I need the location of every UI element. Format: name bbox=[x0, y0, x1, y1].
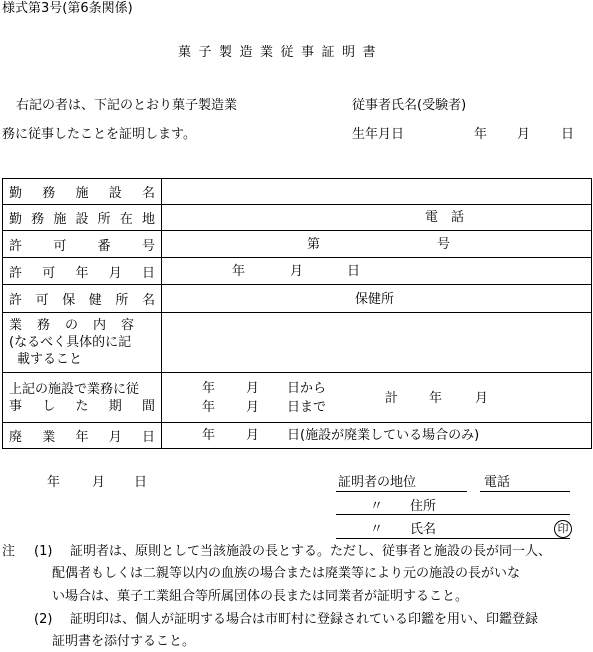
label-permit-date bbox=[3, 258, 162, 285]
phone-label: 電 話 bbox=[425, 210, 465, 225]
duties-label-line-3: 載すること bbox=[17, 352, 83, 367]
form-number: 様式第3号(第6条関係) bbox=[2, 1, 133, 16]
to-year-unit: 年 bbox=[202, 400, 216, 415]
row-health-center bbox=[3, 285, 592, 313]
ditto-mark-1: 〃 bbox=[370, 499, 384, 514]
permit-number-suffix: 号 bbox=[437, 237, 451, 252]
field-permit-date[interactable] bbox=[162, 258, 592, 285]
field-health-center[interactable] bbox=[162, 285, 592, 313]
certifier-phone-label: 電話 bbox=[484, 475, 511, 490]
total-year-unit: 年 bbox=[429, 391, 443, 406]
certifier-address-label: 住所 bbox=[410, 499, 437, 514]
label-chars: 許 可 番 号 bbox=[9, 238, 155, 254]
to-day-unit: 日まで bbox=[287, 400, 327, 415]
label-health-center bbox=[3, 285, 162, 313]
field-duties[interactable] bbox=[162, 313, 592, 373]
note-1-line-3: い場合は、菓子工業組合等所属団体の長または同業者が証明すること。 bbox=[52, 589, 469, 604]
field-period[interactable] bbox=[162, 373, 592, 423]
label-workplace-address bbox=[3, 205, 162, 231]
intro-line-1: 右記の者は、下記のとおり菓子製造業 bbox=[16, 98, 238, 113]
health-center-suffix: 保健所 bbox=[355, 292, 395, 307]
period-label-line-1: 上記の施設で業務に従 bbox=[9, 381, 140, 397]
cert-month-unit: 月 bbox=[92, 475, 106, 490]
total-month-unit: 月 bbox=[475, 391, 489, 406]
label-chars: 許 可 年 月 日 bbox=[9, 265, 155, 281]
note-2-line-2: 証明書を添付すること。 bbox=[52, 634, 196, 649]
note-1-line-2: 配偶者もしくは二親等以内の血族の場合または廃業等により元の施設の長がいな bbox=[52, 566, 521, 581]
birth-day-unit: 日 bbox=[561, 127, 575, 142]
permit-number-prefix: 第 bbox=[307, 237, 321, 252]
phone-underline[interactable] bbox=[480, 491, 570, 492]
label-closure bbox=[3, 423, 162, 449]
seal-mark bbox=[554, 520, 572, 538]
label-chars: 廃 業 年 月 日 bbox=[9, 430, 155, 445]
birth-date-label: 生年月日 bbox=[352, 127, 405, 142]
row-duties bbox=[3, 313, 592, 373]
seal-circle-icon: 印 bbox=[554, 520, 572, 538]
birth-month-unit: 月 bbox=[517, 127, 531, 142]
from-day-unit: 日から bbox=[287, 381, 327, 396]
label-workplace-name bbox=[3, 179, 162, 205]
note-1-number: (1) bbox=[34, 544, 53, 559]
field-permit-number[interactable] bbox=[162, 231, 592, 258]
note-2-line-1: 証明印は、個人が証明する場合は市町村に登録されている印鑑を用い、印鑑登録 bbox=[70, 612, 539, 627]
permit-day-unit: 日 bbox=[347, 264, 361, 279]
label-permit-number bbox=[3, 231, 162, 258]
note-1-line-1: 証明者は、原則として当該施設の長とする。ただし、従事者と施設の長が同一人、 bbox=[70, 544, 552, 559]
label-period bbox=[3, 373, 162, 423]
note-2-number: (2) bbox=[34, 612, 53, 627]
ditto-mark-2: 〃 bbox=[370, 522, 384, 537]
to-month-unit: 月 bbox=[246, 400, 260, 415]
row-period bbox=[3, 373, 592, 423]
label-duties bbox=[3, 313, 162, 373]
closure-day-note: 日(施設が廃業している場合のみ) bbox=[287, 428, 480, 443]
field-workplace-name[interactable] bbox=[162, 179, 592, 205]
from-month-unit: 月 bbox=[246, 381, 260, 396]
cert-day-unit: 日 bbox=[134, 475, 148, 490]
note-label: 注 bbox=[2, 544, 16, 559]
row-permit-number bbox=[3, 231, 592, 258]
position-underline bbox=[336, 491, 467, 492]
permit-month-unit: 月 bbox=[290, 264, 304, 279]
address-underline[interactable] bbox=[336, 514, 570, 515]
birth-year-unit: 年 bbox=[474, 127, 488, 142]
closure-year-unit: 年 bbox=[202, 428, 216, 443]
row-workplace-name bbox=[3, 179, 592, 205]
intro-line-2: 務に従事したことを証明します。 bbox=[2, 127, 196, 142]
closure-month-unit: 月 bbox=[246, 428, 260, 443]
duties-label-line-1: 業 務 の 内 容 bbox=[9, 318, 136, 333]
label-chars: 勤 務 施 設 名 bbox=[9, 186, 155, 201]
label-chars: 許 可 保 健 所 名 bbox=[9, 293, 155, 308]
document-title: 菓子製造業従事証明書 bbox=[178, 45, 384, 60]
row-workplace-address bbox=[3, 205, 592, 231]
permit-year-unit: 年 bbox=[232, 264, 246, 279]
person-name-label: 従事者氏名(受験者) bbox=[352, 98, 467, 113]
certifier-name-label: 氏名 bbox=[410, 522, 437, 537]
field-workplace-address[interactable] bbox=[162, 205, 592, 231]
period-label-line-2: 事 し た 期 間 bbox=[9, 398, 155, 414]
duties-label-line-2: (なるべく具体的に記 bbox=[9, 335, 132, 350]
cert-year-unit: 年 bbox=[47, 475, 61, 490]
row-permit-date bbox=[3, 258, 592, 285]
total-label: 計 bbox=[385, 391, 399, 406]
field-closure[interactable] bbox=[162, 423, 592, 449]
name-underline[interactable] bbox=[336, 538, 570, 539]
certifier-position-label: 証明者の地位 bbox=[338, 475, 417, 490]
from-year-unit: 年 bbox=[202, 381, 216, 396]
certificate-table bbox=[2, 178, 592, 449]
label-chars: 勤 務 施 設 所 在 地 bbox=[9, 212, 155, 227]
row-closure bbox=[3, 423, 592, 449]
